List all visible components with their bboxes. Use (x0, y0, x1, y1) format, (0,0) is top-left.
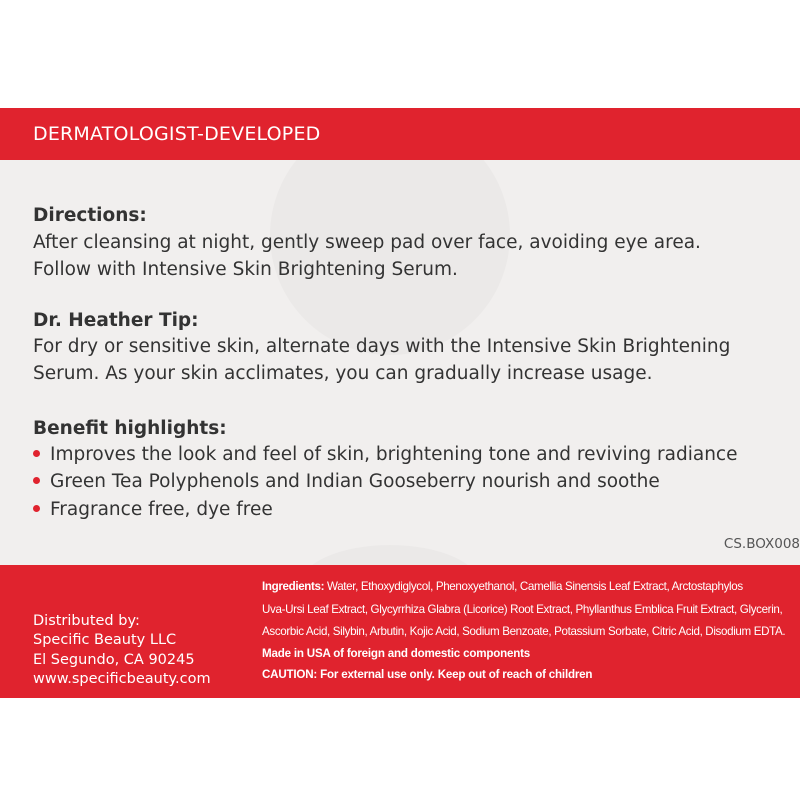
ingredients-line: Uva-Ursi Leaf Extract, Glycyrrhiza Glabra (Licorice) Root Extract, Phyllanthus Emblica Fruit Extract, Glycerin, (262, 603, 783, 616)
tip-heading: Dr. Heather Tip: (33, 310, 199, 331)
benefit-item (33, 444, 737, 465)
benefit-text: Fragrance free, dye free (50, 499, 273, 520)
benefits-heading: Benefit highlights: (33, 418, 227, 439)
benefit-text: Green Tea Polyphenols and Indian Gooseberry nourish and soothe (50, 471, 660, 492)
directions-line: After cleansing at night, gently sweep pad over face, avoiding eye area. (33, 232, 701, 253)
directions-heading: Directions: (33, 205, 147, 226)
ingredients-text: Water, Ethoxydiglycol, Phenoxyethanol, Camellia Sinensis Leaf Extract, Arctostaphylos (324, 580, 743, 593)
tip-line: Serum. As your skin acclimates, you can gradually increase usage. (33, 363, 653, 384)
tip-line: For dry or sensitive skin, alternate days with the Intensive Skin Brightening (33, 336, 731, 357)
benefit-item (33, 471, 660, 492)
box-code: CS.BOX008 (723, 536, 800, 552)
made-in-line: Made in USA of foreign and domestic components (262, 647, 530, 660)
distributor-line: El Segundo, CA 90245 (33, 652, 195, 668)
ingredients-line: Ascorbic Acid, Silybin, Arbutin, Kojic Acid, Sodium Benzoate, Potassium Sorbate, Citric Acid, Disodium EDTA. (262, 625, 786, 638)
directions-line: Follow with Intensive Skin Brightening Serum. (33, 259, 458, 280)
bullet-icon (33, 505, 40, 512)
ingredients-label: Ingredients: (262, 580, 325, 593)
caution-line: CAUTION: For external use only. Keep out of reach of children (262, 668, 593, 681)
distributor-line: Distributed by: (33, 613, 140, 629)
benefit-text: Improves the look and feel of skin, brightening tone and reviving radiance (50, 444, 738, 465)
distributor-line: Specific Beauty LLC (33, 632, 177, 648)
benefit-item (33, 499, 273, 520)
bullet-icon (33, 450, 40, 457)
bullet-icon (33, 477, 40, 484)
distributor-website: www.specificbeauty.com (33, 671, 211, 687)
ingredients-line (262, 580, 743, 593)
header-title: DERMATOLOGIST-DEVELOPED (33, 123, 321, 145)
